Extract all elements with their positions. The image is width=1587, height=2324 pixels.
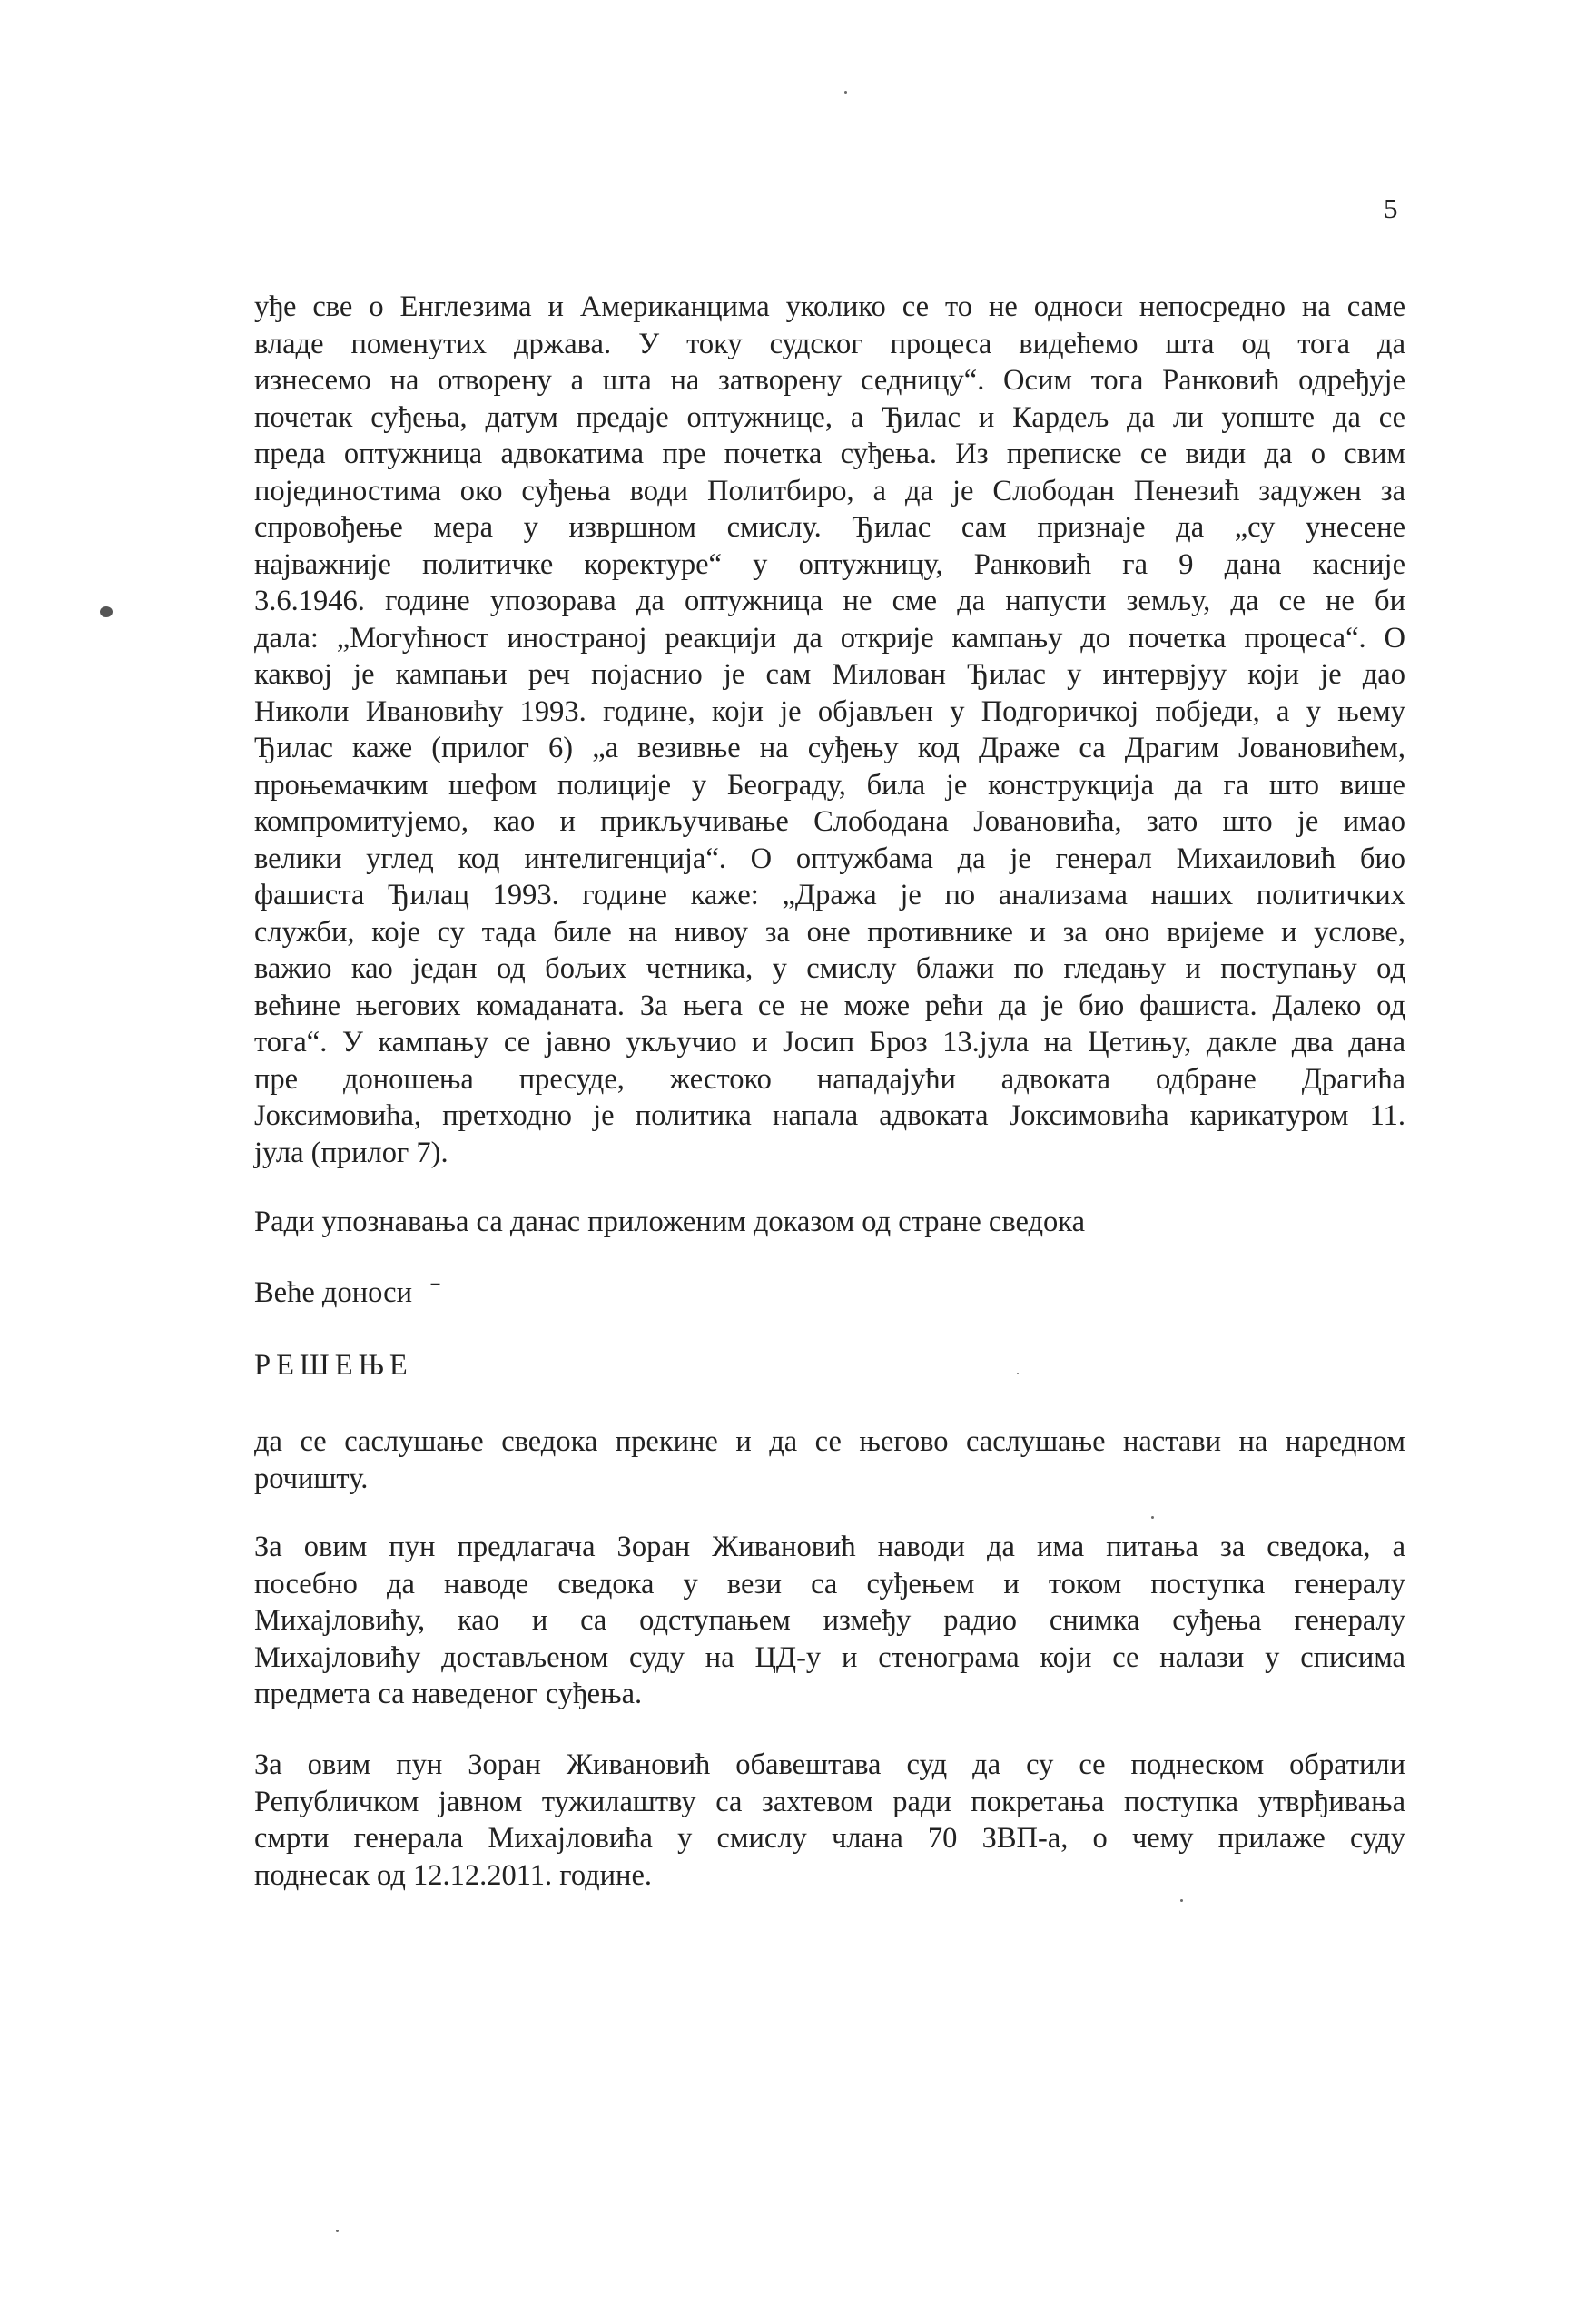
stray-mark: ˉ (430, 1276, 440, 1309)
text-line: уђе све о Енглезима и Американцима уколико се то не односи непосредно на саме (254, 290, 1405, 323)
text-line: Ђилас каже (прилог 6) „а везивње на суђењу код Драже са Драгим Јовановићем, (254, 732, 1405, 764)
text-line: За овим пун Зоран Живановић обавештава суд да су се поднеском обратили (254, 1748, 1405, 1781)
text-line: Михајловићу, као и са одступањем између радио снимка суђења генералу (254, 1604, 1405, 1637)
paragraph-proxy-notice (254, 1747, 1405, 1894)
text-line: фашиста Ђилац 1993. године каже: „Дража је по анализама наших политичких (254, 879, 1405, 911)
text-line: пре доношења пресуде, жестоко нападајући адвоката одбране Драгића (254, 1062, 1405, 1096)
text-line: спровођење мера у извршном смислу. Ђилас сам признаје да „су унесене (254, 511, 1405, 544)
scan-speck (100, 606, 113, 617)
text-line: преда оптужница адвокатима пре почетка суђења. Из преписке се види да о свим (254, 438, 1405, 470)
scan-speck (844, 91, 847, 94)
text-line: владе поменутих држава. У току судског процеса видећемо шта од тога да (254, 327, 1405, 360)
text-line: важио као један од бољих четника, у смислу блажи по гледању и поступању од (254, 952, 1405, 985)
text-line: Јоксимовића, претходно је политика напала адвоката Јоксимовића карикатуром 11. (254, 1099, 1405, 1132)
paragraph-testimony (254, 289, 1405, 1171)
text-line: служби, које су тада биле на нивоу за оне противнике и за оно вријеме и услове, (254, 915, 1405, 949)
text-line: проњемачким шефом полиције у Београду, била је конструкција да га што више (254, 768, 1405, 802)
decision-heading: РЕШЕЊЕ (254, 1349, 413, 1382)
text-line: поднесак од 12.12.2011. године. (254, 1858, 653, 1892)
scan-speck (336, 2230, 339, 2232)
text-line: смрти генерала Михајловића у смислу члана 70 ЗВП-а, о чему прилаже суду (254, 1822, 1405, 1855)
introductory-line: Ради упознавања са данас приложеним доказом од стране сведока (254, 1206, 1085, 1238)
text-line: појединостима око суђења води Политбиро, а да је Слободан Пенезић задужен за (254, 474, 1405, 507)
text-line: Николи Ивановићу 1993. године, који је објављен у Подгоричкој побједи, а у њему (254, 694, 1405, 728)
council-decides-text: Веће доноси (254, 1276, 412, 1309)
text-line: компромитујемо, као и прикључивање Слободана Јовановића, зато што је имао (254, 805, 1405, 838)
text-line: предмета са наведеног суђења. (254, 1678, 643, 1710)
council-decides-line (254, 1275, 440, 1312)
text-line: изнесемо на отворену а шта на затворену седницу“. Осим тога Ранковић одређује (254, 364, 1405, 397)
text-line: 3.6.1946. године упозорава да оптужница не сме да напусти земљу, да се не би (254, 585, 1405, 617)
text-line: почетак суђења, датум предаје оптужнице, а Ђилас и Кардељ да ли уопште да се (254, 400, 1405, 434)
scan-speck (1017, 1373, 1019, 1374)
page-number: 5 (1384, 192, 1398, 224)
text-line: посебно да наводе сведока у вези са суђењем и током поступка генералу (254, 1567, 1405, 1600)
text-line: Михајловићу достављеном суду на ЦД-у и стенограма који се налази у списима (254, 1640, 1405, 1674)
text-line: да се саслушање сведока прекине и да се његово саслушање настави на наредном (254, 1425, 1405, 1458)
text-line: тога“. У кампању се јавно укључио и Јосип Броз 13.јула на Цетињу, дакле два дана (254, 1026, 1405, 1059)
text-line: јула (прилог 7). (254, 1136, 448, 1169)
text-line: велики углед код интелигенција“. О оптужбама да је генерал Михаиловић био (254, 842, 1405, 875)
scan-speck (1180, 1899, 1183, 1902)
text-line: каквој је кампањи реч појаснио је сам Милован Ђилас у интервјуу који је дао (254, 658, 1405, 691)
paragraph-decision (254, 1423, 1405, 1497)
text-line: рочишту. (254, 1462, 369, 1495)
text-line: Републичком јавном тужилаштву са захтевом ради покретања поступка утврђивања (254, 1785, 1405, 1818)
scan-speck (1151, 1516, 1154, 1519)
text-line: најважније политичке коректуре“ у оптужницу, Ранковић га 9 дана касније (254, 547, 1405, 581)
text-line: већине његових комаданата. За њега се не може рећи да је био фашиста. Далеко од (254, 989, 1405, 1022)
text-line: дала: „Могућност иностраној реакцији да открије кампању до почетка процеса“. О (254, 621, 1405, 655)
paragraph-proxy-questions (254, 1529, 1405, 1713)
text-line: За овим пун предлагача Зоран Живановић наводи да има питања за сведока, а (254, 1531, 1405, 1563)
